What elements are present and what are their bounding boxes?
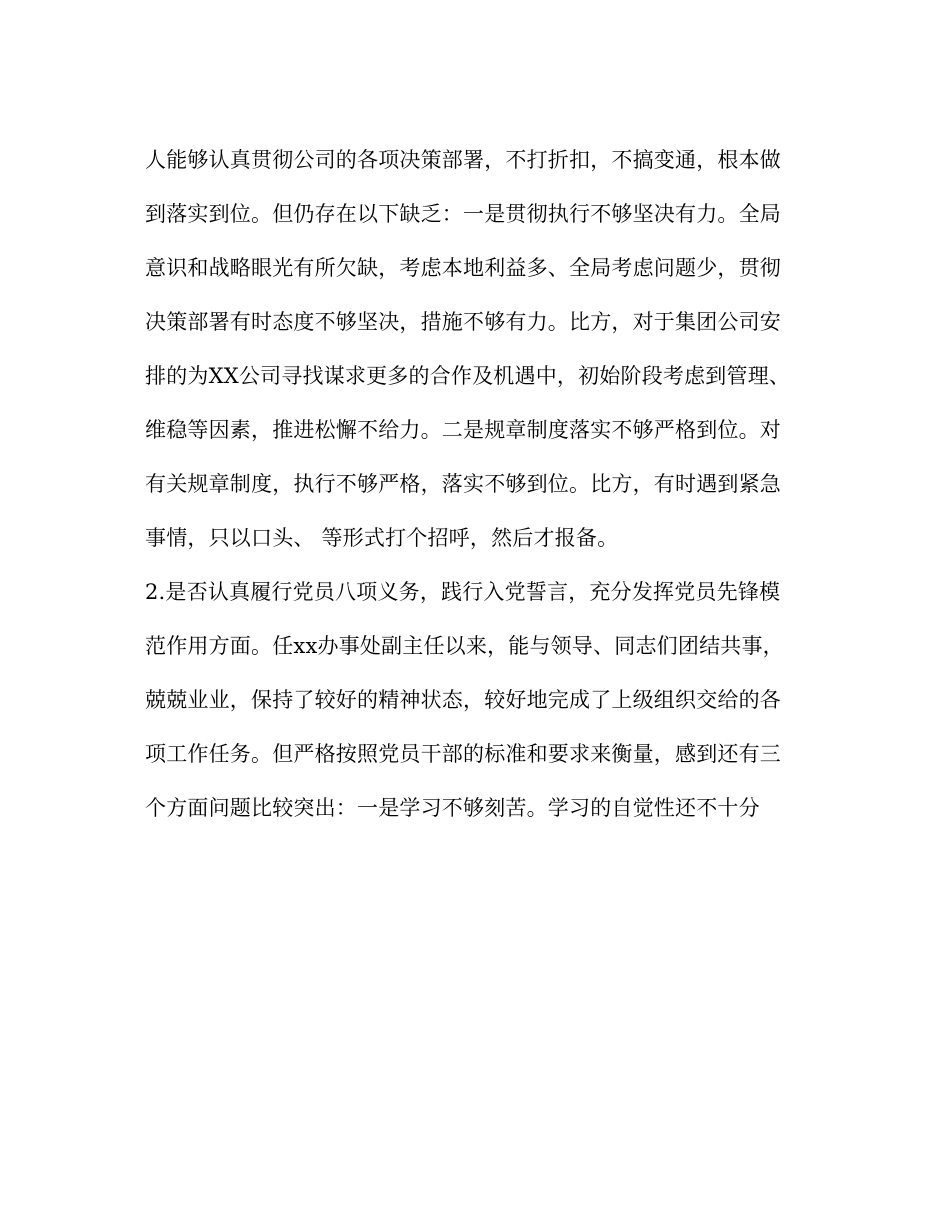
text-line: 有关规章制度，执行不够严格，落实不够到位。比方，有时遇到紧急 [145,472,781,496]
text-line: 个方面问题比较突出：一是学习不够刻苦。学习的自觉性还不十分 [145,796,760,820]
text-line: 到落实到位。但仍存在以下缺乏：一是贯彻执行不够坚决有力。全局 [145,202,781,226]
text-line: 兢兢业业，保持了较好的精神状态，较好地完成了上级组织交给的各 [145,688,781,712]
text-line: 人能够认真贯彻公司的各项决策部署，不打折扣，不搞变通，根本做 [145,148,781,172]
text-line: 2.是否认真履行党员八项义务，践行入党誓言，充分发挥党员先锋模 [145,580,781,604]
text-line: 维稳等因素，推进松懈不给力。二是规章制度落实不够严格到位。对 [145,418,781,442]
text-line: 排的为XX公司寻找谋求更多的合作及机遇中，初始阶段考虑到管理、 [145,364,791,388]
text-line: 项工作任务。但严格按照党员干部的标准和要求来衡量，感到还有三 [145,742,781,766]
body-text [145,133,810,835]
text-line: 意识和战略眼光有所欠缺，考虑本地利益多、全局考虑问题少，贯彻 [145,256,781,280]
text-line: 事情，只以口头、 等形式打个招呼，然后才报备。 [145,526,619,550]
text-line: 决策部署有时态度不够坚决，措施不够有力。比方，对于集团公司安 [145,310,781,334]
text-line: 范作用方面。任xx办事处副主任以来，能与领导、同志们团结共事， [145,634,784,658]
